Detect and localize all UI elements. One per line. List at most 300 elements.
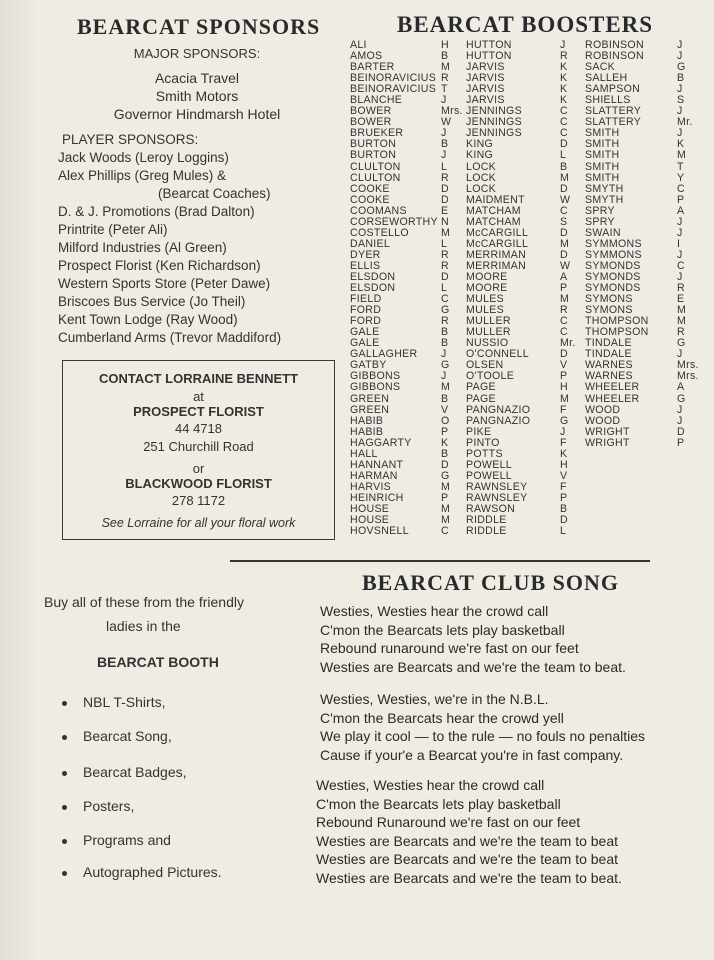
booster-initial: J (441, 94, 447, 107)
bullet-icon (62, 805, 67, 810)
contact-address: 251 Churchill Road (143, 439, 254, 454)
booster-surname: SMYTH (585, 182, 624, 195)
booster-initial: D (560, 226, 568, 239)
player-sponsor: Alex Phillips (Greg Mules) & (58, 168, 227, 183)
player-sponsor: Milford Industries (Al Green) (58, 240, 227, 255)
booster-surname: SLATTERY (585, 116, 642, 129)
booster-surname: BEINORAVICIUS (350, 83, 437, 96)
booster-initial: G (677, 61, 686, 74)
booster-initial: G (441, 469, 450, 482)
booster-surname: SAMPSON (585, 83, 641, 96)
booth-item-label: Autographed Pictures. (83, 864, 222, 880)
booster-surname: JENNINGS (466, 116, 522, 129)
booster-initial: M (560, 293, 570, 306)
booster-surname: CLULTON (350, 160, 401, 173)
booster-surname: LOCK (466, 182, 497, 195)
booster-initial: Mrs. (441, 105, 463, 118)
booster-initial: T (677, 160, 684, 173)
booster-surname: MULES (466, 304, 504, 317)
song-line: Westies are Bearcats and we're the team to beat. (320, 658, 626, 675)
booster-surname: JARVIS (466, 61, 505, 74)
booster-surname: RAWNSLEY (466, 480, 528, 493)
contact-florist-1: PROSPECT FLORIST (133, 404, 264, 419)
booth-item (62, 694, 165, 710)
booster-initial: Mrs. (677, 359, 699, 372)
booth-items (62, 694, 282, 884)
booster-surname: GREEN (350, 403, 390, 416)
booster-surname: RIDDLE (466, 525, 507, 538)
booster-initial: C (441, 525, 449, 538)
booster-surname: FIELD (350, 293, 382, 306)
booth-intro-2: ladies in the (106, 618, 181, 634)
booster-initial: C (560, 326, 568, 339)
booster-initial: G (441, 359, 450, 372)
player-sponsor: (Bearcat Coaches) (158, 186, 271, 201)
section-divider (230, 560, 650, 562)
booster-initial: M (441, 61, 451, 74)
booster-surname: MERRIMAN (466, 259, 527, 272)
booster-surname: SLATTERY (585, 105, 642, 118)
booster-surname: WHEELER (585, 392, 640, 405)
booster-initial: P (441, 491, 449, 504)
boosters-column-2 (466, 40, 578, 537)
booster-initial: D (677, 425, 685, 438)
player-sponsor: Kent Town Lodge (Ray Wood) (58, 312, 238, 327)
booster-initial: M (441, 502, 451, 515)
major-sponsor: Smith Motors (155, 88, 239, 104)
song-title: BEARCAT CLUB SONG (362, 570, 620, 595)
booster-surname: SYMONS (585, 304, 633, 317)
booster-initial: R (441, 248, 449, 261)
booster-surname: PANGNAZIO (466, 414, 531, 427)
booster-surname: POWELL (466, 469, 512, 482)
booster-surname: HALL (350, 447, 378, 460)
player-sponsor: Western Sports Store (Peter Dawe) (58, 276, 271, 291)
song-line: Cause if your'e a Bearcat you're in fast company. (320, 746, 624, 763)
booster-initial: W (560, 259, 571, 272)
booster-initial: G (677, 337, 686, 350)
booster-surname: AMOS (350, 50, 383, 63)
booster-surname: BARTER (350, 61, 395, 74)
contact-name: CONTACT LORRAINE BENNETT (98, 371, 299, 386)
booster-surname: BOWER (350, 116, 392, 129)
booster-surname: HEINRICH (350, 491, 404, 504)
booster-initial: W (441, 116, 452, 129)
booster-initial: J (677, 50, 683, 63)
booster-surname: GIBBONS (350, 381, 401, 394)
booth-item-label: Bearcat Song, (83, 728, 172, 744)
booster-initial: F (560, 403, 567, 416)
booster-surname: BEINORAVICIUS (350, 72, 437, 85)
song-line: C'mon the Bearcats hear the crowd yell (320, 709, 564, 726)
booster-initial: B (441, 138, 449, 151)
booster-initial: M (560, 237, 570, 250)
booster-initial: J (677, 414, 683, 427)
booster-initial: S (560, 215, 568, 228)
booster-initial: K (560, 447, 568, 460)
booster-initial: N (441, 215, 449, 228)
booster-initial: F (560, 436, 567, 449)
booster-initial: M (677, 149, 687, 162)
booster-initial: B (441, 50, 449, 63)
booster-initial: D (560, 348, 568, 361)
booster-surname: BRUEKER (350, 127, 404, 140)
booster-initial: J (677, 105, 683, 118)
booster-surname: JARVIS (466, 83, 505, 96)
booster-surname: COOKE (350, 182, 390, 195)
booth-item (62, 764, 187, 780)
booster-surname: SALLEH (585, 72, 628, 85)
booster-initial: J (677, 127, 683, 140)
bullet-icon (62, 701, 67, 706)
booster-initial: K (677, 138, 685, 151)
player-sponsor: D. & J. Promotions (Brad Dalton) (58, 204, 255, 219)
booster-surname: FORD (350, 304, 382, 317)
booster-surname: HOUSE (350, 514, 390, 527)
booster-surname: WRIGHT (585, 425, 630, 438)
booster-surname: KING (466, 149, 494, 162)
booster-surname: PINTO (466, 436, 500, 449)
booth-item-label: NBL T-Shirts, (83, 694, 166, 710)
booster-initial: W (560, 193, 571, 206)
booster-initial: D (560, 248, 568, 261)
booster-initial: R (441, 315, 449, 328)
booster-surname: THOMPSON (585, 315, 649, 328)
booster-surname: MERRIMAN (466, 248, 527, 261)
booster-surname: HOUSE (350, 502, 390, 515)
booster-initial: J (560, 425, 566, 438)
boosters-column-1 (350, 39, 463, 538)
booster-surname: HOVSNELL (350, 525, 409, 538)
bullet-icon (62, 839, 67, 844)
booster-initial: J (677, 270, 683, 283)
booster-initial: M (560, 392, 570, 405)
song-line: Westies are Bearcats and we're the team to beat (316, 832, 619, 849)
song-line: Westies are Bearcats and we're the team to beat (316, 851, 619, 868)
booster-surname: HARVIS (350, 480, 392, 493)
booster-surname: JENNINGS (466, 105, 522, 118)
contact-phone-1: 44 4718 (175, 421, 222, 436)
booster-initial: P (560, 370, 568, 383)
song-line: Rebound runaround we're fast on our feet (320, 640, 579, 657)
booster-surname: SHIELLS (585, 94, 631, 107)
booster-initial: J (441, 370, 447, 383)
booster-surname: PIKE (466, 425, 492, 438)
booster-surname: HUTTON (466, 39, 512, 51)
booster-initial: F (560, 480, 567, 493)
booster-initial: O (441, 414, 450, 427)
booster-surname: HABIB (350, 425, 384, 438)
booster-surname: O'TOOLE (466, 370, 515, 383)
booster-surname: LOCK (466, 171, 497, 184)
booster-initial: P (441, 425, 449, 438)
booster-surname: COOKE (350, 193, 390, 206)
contact-at: at (193, 389, 204, 404)
song-line: Westies, Westies hear the crowd call (316, 777, 545, 793)
booster-surname: BURTON (350, 149, 397, 162)
booster-surname: WARNES (585, 370, 633, 383)
booster-initial: Mr. (677, 116, 693, 129)
player-sponsors-heading: PLAYER SPONSORS: (62, 132, 199, 147)
booster-surname: MATCHAM (466, 215, 521, 228)
booster-initial: B (441, 392, 449, 405)
booster-surname: TINDALE (585, 348, 632, 361)
booster-surname: ROBINSON (585, 39, 644, 51)
booster-initial: Mr. (560, 337, 576, 350)
booster-surname: HABIB (350, 414, 384, 427)
booster-initial: C (677, 259, 685, 272)
booster-surname: SMYTH (585, 193, 624, 206)
song-line: C'mon the Bearcats lets play basketball (320, 621, 565, 638)
booster-initial: J (441, 149, 447, 162)
booster-initial: D (560, 138, 568, 151)
booth-item-label: Posters, (83, 798, 135, 814)
booster-surname: DANIEL (350, 237, 391, 250)
booster-initial: P (677, 193, 685, 206)
booster-initial: V (560, 469, 568, 482)
contact-tagline: See Lorraine for all your floral work (101, 516, 296, 530)
booth-item-label: Programs and (83, 832, 171, 848)
booster-initial: D (441, 270, 449, 283)
booster-initial: M (441, 480, 451, 493)
booster-surname: JENNINGS (466, 127, 522, 140)
booster-initial: V (441, 403, 449, 416)
player-sponsor: Jack Woods (Leroy Loggins) (58, 150, 229, 165)
booster-initial: D (560, 182, 568, 195)
booster-initial: G (441, 304, 450, 317)
booster-surname: THOMPSON (585, 326, 649, 339)
booster-initial: C (677, 182, 685, 195)
booster-surname: O'CONNELL (466, 348, 530, 361)
booster-surname: GALLAGHER (350, 348, 418, 361)
booster-initial: J (677, 226, 683, 239)
player-sponsor: Prospect Florist (Ken Richardson) (58, 258, 261, 273)
contact-box (62, 360, 335, 540)
booth-intro-1: Buy all of these from the friendly (44, 594, 244, 610)
booster-initial: J (677, 248, 683, 261)
booster-initial: R (441, 72, 449, 85)
player-sponsor: Cumberland Arms (Trevor Maddiford) (58, 330, 282, 345)
booster-initial: J (677, 83, 683, 96)
booster-initial: P (560, 491, 568, 504)
booster-surname: HAGGARTY (350, 436, 412, 449)
booth-title: BEARCAT BOOTH (97, 654, 219, 670)
booster-surname: HUTTON (466, 50, 512, 63)
booster-surname: ELLIS (350, 259, 381, 272)
booster-surname: MAIDMENT (466, 193, 525, 206)
booster-initial: J (677, 39, 683, 51)
booster-surname: WARNES (585, 359, 633, 372)
booster-surname: KING (466, 138, 494, 151)
booster-surname: BURTON (350, 138, 397, 151)
booster-initial: M (677, 315, 687, 328)
booster-initial: J (441, 348, 447, 361)
booth-item (62, 798, 134, 814)
booster-initial: H (560, 381, 568, 394)
booster-initial: L (441, 282, 448, 295)
player-sponsor: Briscoes Bus Service (Jo Theil) (58, 294, 246, 309)
major-sponsors-heading: MAJOR SPONSORS: (133, 46, 261, 61)
booster-initial: L (441, 160, 448, 173)
booster-surname: SPRY (585, 215, 615, 228)
major-sponsor: Acacia Travel (154, 70, 240, 86)
contact-phone-2: 278 1172 (171, 493, 226, 508)
booster-initial: E (677, 293, 685, 306)
song-verse-1 (320, 602, 626, 676)
booster-initial: J (441, 127, 447, 140)
booster-initial: R (560, 50, 568, 63)
song-verse-2 (320, 690, 645, 764)
booster-surname: McCARGILL (466, 226, 529, 239)
song-line: C'mon the Bearcats lets play basketball (316, 795, 561, 812)
booster-initial: G (677, 392, 686, 405)
booster-initial: T (441, 83, 448, 96)
booster-surname: HARMAN (350, 469, 398, 482)
booster-surname: ROBINSON (585, 50, 644, 63)
song-line: Westies are Bearcats and we're the team to beat. (316, 869, 622, 886)
booster-initial: D (441, 458, 449, 471)
booster-surname: RAWSON (466, 502, 516, 515)
booster-initial: S (677, 94, 685, 107)
major-sponsor: Governor Hindmarsh Hotel (113, 106, 281, 122)
booster-surname: McCARGILL (466, 237, 529, 250)
booster-surname: SYMMONS (585, 248, 642, 261)
booster-initial: B (677, 72, 685, 85)
booster-initial: K (560, 94, 568, 107)
booster-surname: SACK (585, 61, 616, 74)
player-sponsor: Printrite (Peter Ali) (58, 222, 168, 237)
booster-surname: SYMMONS (585, 237, 642, 250)
booster-initial: D (560, 514, 568, 527)
booster-initial: R (560, 304, 568, 317)
booster-initial: L (441, 237, 448, 250)
booster-surname: SYMONS (585, 293, 633, 306)
booster-surname: ALI (350, 39, 367, 51)
booster-surname: PAGE (466, 381, 496, 394)
booth-item (62, 832, 171, 848)
booster-initial: R (441, 259, 449, 272)
booster-initial: C (560, 116, 568, 129)
song-line: Westies, Westies, we're in the N.B.L. (320, 691, 549, 707)
booster-surname: CLULTON (350, 171, 401, 184)
booster-surname: SMITH (585, 138, 620, 151)
booster-initial: M (441, 381, 451, 394)
booster-initial: B (441, 337, 449, 350)
booster-initial: C (560, 204, 568, 217)
sponsors-title: BEARCAT SPONSORS (77, 14, 321, 39)
booster-initial: M (441, 514, 451, 527)
booster-surname: GATBY (350, 359, 387, 372)
booster-surname: BOWER (350, 105, 392, 118)
booster-initial: K (560, 61, 568, 74)
boosters-column-3 (585, 39, 699, 449)
booster-initial: B (560, 160, 568, 173)
song-line: Westies, Westies hear the crowd call (320, 603, 549, 619)
booster-surname: SPRY (585, 204, 615, 217)
booster-surname: NUSSIO (466, 337, 509, 350)
booster-surname: DYER (350, 248, 381, 261)
booster-surname: COSTELLO (350, 226, 409, 239)
booster-initial: D (441, 182, 449, 195)
booster-initial: A (560, 270, 568, 283)
booster-initial: V (560, 359, 568, 372)
booster-surname: SYMONDS (585, 270, 641, 283)
booster-surname: SMITH (585, 171, 620, 184)
booster-surname: BLANCHE (350, 94, 403, 107)
booth-item-label: Bearcat Badges, (83, 764, 187, 780)
booster-surname: TINDALE (585, 337, 632, 350)
booster-initial: H (560, 458, 568, 471)
song-line: Rebound Runaround we're fast on our feet (316, 814, 581, 831)
booster-surname: JARVIS (466, 94, 505, 107)
booster-surname: WRIGHT (585, 436, 630, 449)
booster-surname: RAWNSLEY (466, 491, 528, 504)
page-fold-shadow (0, 0, 40, 960)
booster-surname: WOOD (585, 414, 621, 427)
booster-initial: K (560, 83, 568, 96)
booster-initial: M (441, 226, 451, 239)
booster-surname: MULES (466, 293, 504, 306)
booster-initial: E (441, 204, 449, 217)
booster-initial: M (560, 171, 570, 184)
booster-surname: GALE (350, 337, 380, 350)
song-line: We play it cool — to the rule — no fouls no penalties (320, 728, 646, 745)
booster-entry (350, 526, 454, 537)
booster-initial: B (441, 447, 449, 460)
booster-initial: P (677, 436, 685, 449)
booster-initial: H (441, 39, 449, 51)
booster-initial: C (560, 127, 568, 140)
booster-initial: C (560, 105, 568, 118)
booster-initial: D (441, 193, 449, 206)
booster-surname: SYMONDS (585, 259, 641, 272)
booster-surname: HANNANT (350, 458, 404, 471)
booster-initial: J (677, 215, 683, 228)
contact-or: or (192, 461, 205, 476)
booster-initial: J (677, 403, 683, 416)
booster-initial: A (677, 204, 685, 217)
booster-surname: WOOD (585, 403, 621, 416)
booster-surname: POTTS (466, 447, 503, 460)
booster-surname: POWELL (466, 458, 512, 471)
booster-initial: J (677, 348, 683, 361)
contact-florist-2: BLACKWOOD FLORIST (125, 476, 272, 491)
booster-surname: MOORE (466, 282, 508, 295)
booster-initial: M (677, 304, 687, 317)
bullet-icon (62, 735, 67, 740)
booster-surname: GALE (350, 326, 380, 339)
booster-surname: MULLER (466, 326, 511, 339)
booster-surname: PAGE (466, 392, 496, 405)
booster-initial: B (441, 326, 449, 339)
booster-initial: B (560, 502, 568, 515)
booster-surname: ELSDON (350, 270, 396, 283)
booster-initial: C (441, 293, 449, 306)
booster-surname: GIBBONS (350, 370, 401, 383)
booster-surname: FORD (350, 315, 382, 328)
booster-initial: R (441, 171, 449, 184)
booster-initial: A (677, 381, 685, 394)
booster-initial: K (560, 72, 568, 85)
song-verse-3 (316, 776, 622, 888)
booster-initial: J (560, 39, 566, 51)
booster-surname: RIDDLE (466, 514, 507, 527)
booster-initial: R (677, 326, 685, 339)
booster-surname: COOMANS (350, 204, 407, 217)
booster-surname: SMITH (585, 127, 620, 140)
booster-entry (466, 526, 578, 537)
boosters-title: BEARCAT BOOSTERS (397, 12, 654, 37)
